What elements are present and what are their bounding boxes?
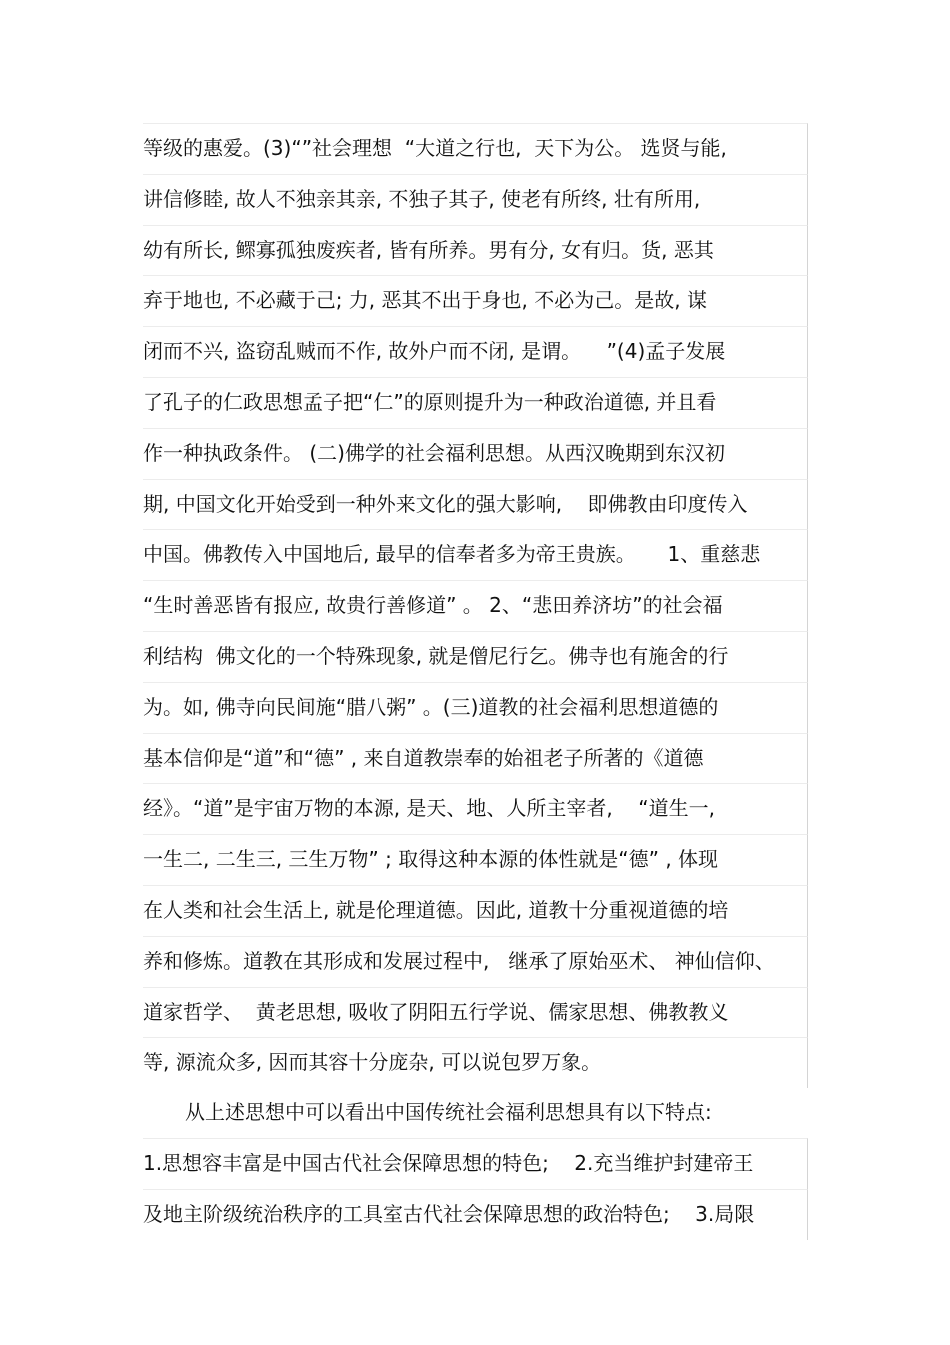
text-line: 讲信修睦, 故人不独亲其亲, 不独子其子, 使老有所终, 壮有所用, [143, 174, 808, 225]
text-line: 闭而不兴, 盗窃乱贼而不作, 故外户而不闭, 是谓。 ”(4)孟子发展 [143, 326, 808, 377]
text-line: 作一种执政条件。 (二)佛学的社会福利思想。从西汉晚期到东汉初 [143, 428, 808, 479]
text-line: 经》。“道”是宇宙万物的本源, 是天、地、人所主宰者, “道生一, [143, 783, 808, 834]
text-line: 在人类和社会生活上, 就是伦理道德。因此, 道教十分重视道德的培 [143, 885, 808, 936]
text-line: 等级的惠爱。(3)“”社会理想 “大道之行也, 天下为公。 选贤与能, [143, 123, 808, 174]
text-line: 一生二, 二生三, 三生万物” ; 取得这种本源的体性就是“德” , 体现 [143, 834, 808, 885]
text-line: 道家哲学、 黄老思想, 吸收了阴阳五行学说、儒家思想、佛教教义 [143, 987, 808, 1038]
text-line: 基本信仰是“道”和“德” , 来自道教崇奉的始祖老子所著的《道德 [143, 733, 808, 784]
text-line: 养和修炼。道教在其形成和发展过程中, 继承了原始巫术、 神仙信仰、 [143, 936, 808, 987]
text-line: 及地主阶级统治秩序的工具室古代社会保障思想的政治特色; 3.局限 [143, 1189, 808, 1240]
paragraph-first-line: 从上述思想中可以看出中国传统社会福利思想具有以下特点: [185, 1100, 712, 1125]
text-line: 中国。佛教传入中国地后, 最早的信奉者多为帝王贵族。 1、重慈悲 [143, 529, 808, 580]
text-line: 为。如, 佛寺向民间施“腊八粥” 。(三)道教的社会福利思想道德的 [143, 682, 808, 733]
text-line: 等, 源流众多, 因而其容十分庞杂, 可以说包罗万象。 [143, 1037, 808, 1088]
text-line: 了孔子的仁政思想孟子把“仁”的原则提升为一种政治道德, 并且看 [143, 377, 808, 428]
text-line: 期, 中国文化开始受到一种外来文化的强大影响, 即佛教由印度传入 [143, 479, 808, 530]
body-text [143, 123, 808, 1240]
text-line: 幼有所长, 鳏寡孤独废疾者, 皆有所养。男有分, 女有归。货, 恶其 [143, 225, 808, 276]
text-line: 1.思想容丰富是中国古代社会保障思想的特色; 2.充当维护封建帝王 [143, 1138, 808, 1189]
text-line: 弃于地也, 不必藏于己; 力, 恶其不出于身也, 不必为己。是故, 谋 [143, 275, 808, 326]
text-line: 利结构 佛文化的一个特殊现象, 就是僧尼行乞。佛寺也有施舍的行 [143, 631, 808, 682]
text-line: “生时善恶皆有报应, 故贵行善修道” 。 2、“悲田养济坊”的社会福 [143, 580, 808, 631]
